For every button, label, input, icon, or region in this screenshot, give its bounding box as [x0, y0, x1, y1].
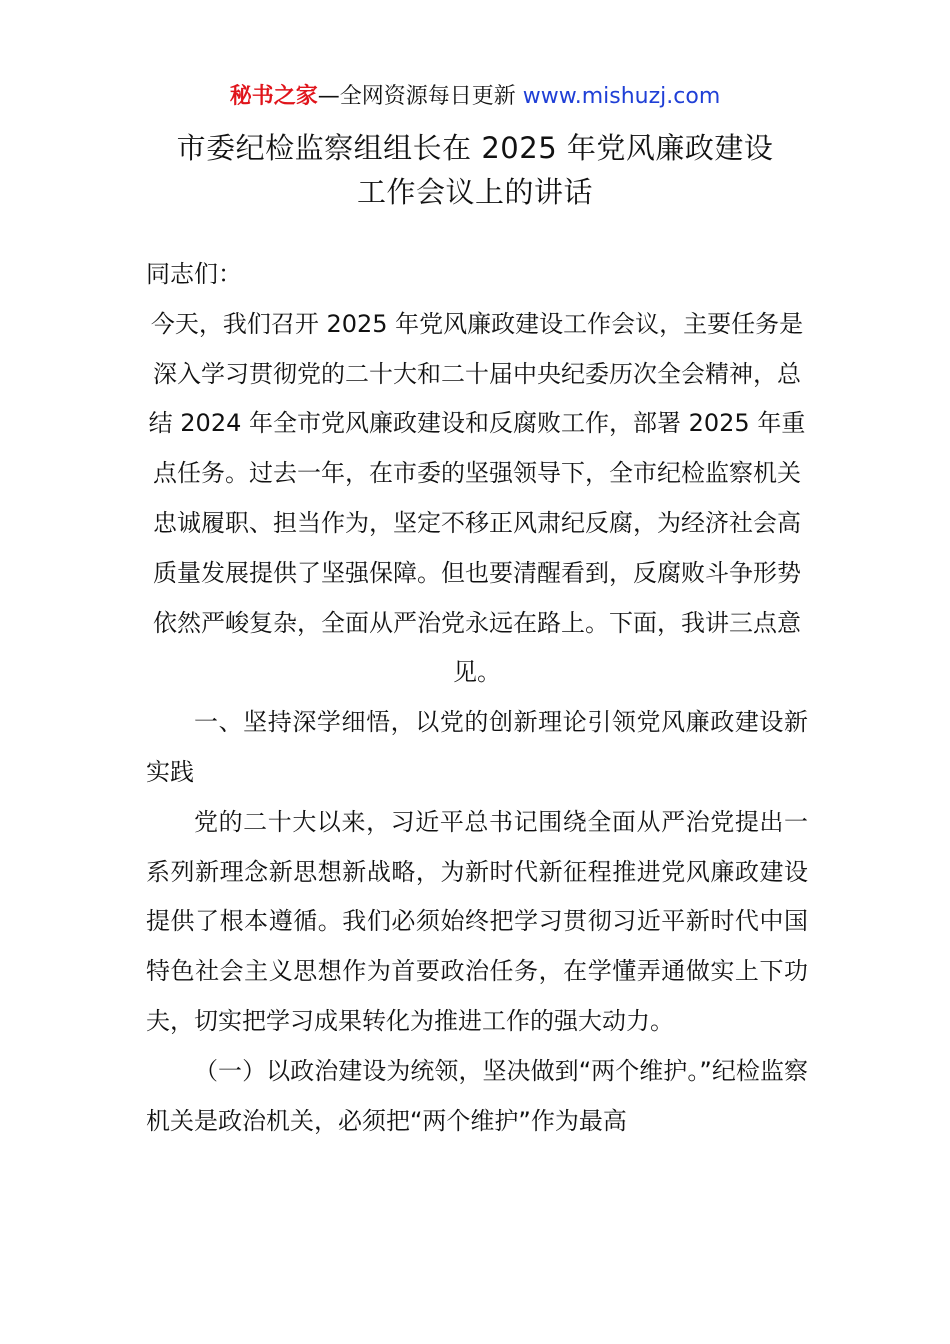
brand-name: 秘书之家	[229, 84, 318, 109]
section-1-paragraph: 党的二十大以来，习近平总书记围绕全面从严治党提出一系列新理念新思想新战略，为新时代新征程推进党风廉政建设提供了根本遵循。我们必须始终把学习贯彻习近平新时代中国特色社会主义思想作为首要政治任务，在学懂弄通做实上下功夫，切实把学习成果转化为推进工作的强大动力。	[146, 807, 808, 1035]
title-line-2: 工作会议上的讲话	[356, 175, 593, 209]
intro-paragraph: 今天，我们召开 2025 年党风廉政建设工作会议，主要任务是深入学习贯彻党的二十大和二十届中央纪委历次全会精神，总结 2024 年全市党风廉政建设和反腐败工作，部署 2025 年重点任务。过去一年，在市委的坚强领导下，全市纪检监察机关忠诚履职、担当作为，坚定不移正风肃纪反腐，为经济社会高质量发展提供了坚强保障。但也要清醒看到，反腐败斗争形势依然严峻复杂，全面从严治党永远在路上。下面，我讲三点意见。	[148, 309, 806, 687]
salutation: 同志们：	[146, 260, 242, 288]
document-body	[146, 250, 808, 1146]
banner-tagline: —全网资源每日更新	[317, 84, 523, 109]
document-title	[0, 126, 950, 214]
site-banner	[0, 82, 950, 112]
section-1-heading: 一、坚持深学细悟，以党的创新理论引领党风廉政建设新实践	[146, 708, 808, 786]
subsection-1-paragraph: （一）以政治建设为统领，坚决做到“两个维护。”纪检监察机关是政治机关，必须把“两个维护”作为最高	[146, 1056, 808, 1135]
title-line-1: 市委纪检监察组组长在 2025 年党风廉政建设	[176, 131, 774, 165]
site-url-link[interactable]: www.mishuzj.com	[522, 84, 721, 109]
